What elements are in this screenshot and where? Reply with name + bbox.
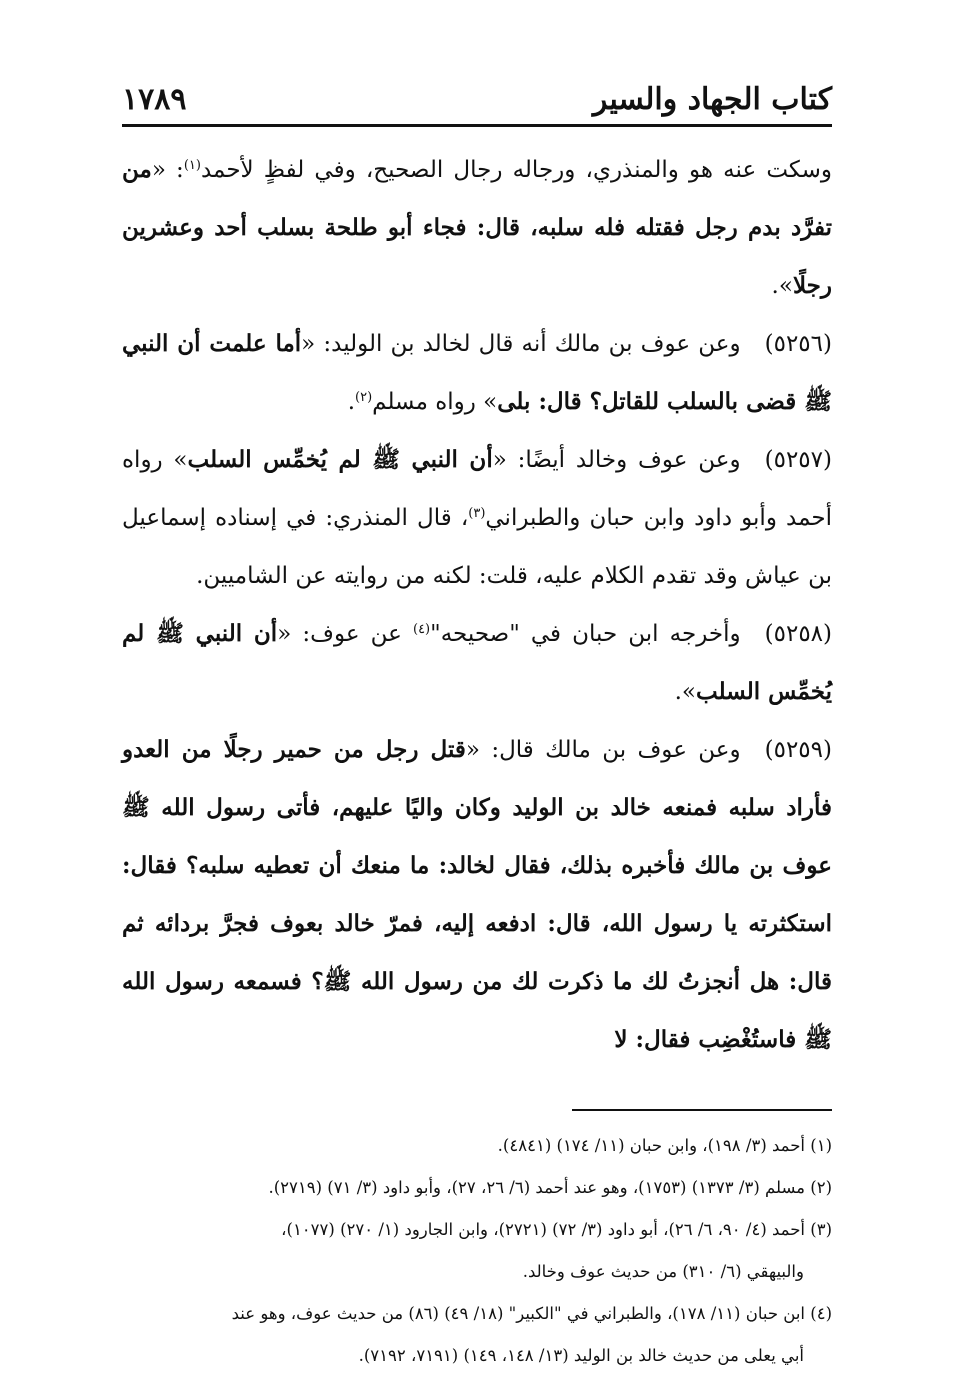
footnote-2: (٢) مسلم (٣/ ١٣٧٣) (١٧٥٣)، وهو عند أحمد (٦/ ٢٦، ٢٧)، وأبو داود (٣/ ٧١) (٢٧١٩). xyxy=(268,1178,832,1197)
header-rule xyxy=(122,124,832,127)
text-span: ». xyxy=(674,679,696,705)
text-span: . xyxy=(347,389,355,415)
text-span: وعن عوف وخالد أيضًا: « xyxy=(492,447,741,473)
hadith-quote: أن النبي ﷺ لم يُخمِّس السلب xyxy=(122,620,832,705)
text-span: » رواه أحمد وأبو داود وابن حبان والطبراني xyxy=(122,447,832,531)
text-span: وعن عوف بن مالك أنه قال لخالد بن الوليد: « xyxy=(301,331,741,357)
intro-paragraph xyxy=(122,141,832,315)
hadith-5259 xyxy=(122,721,832,1069)
text-span: » رواه مسلم xyxy=(372,389,498,415)
footnote-1: (١) أحمد (٣/ ١٩٨)، وابن حبان (١١/ ١٧٤) (٤٨٤١). xyxy=(497,1136,832,1155)
text-span: وسكت عنه هو والمنذري، ورجاله رجال الصحيح، وفي لفظٍ لأحمد xyxy=(200,157,832,183)
hadith-quote: أما علمت أن النبي ﷺ قضى بالسلب للقاتل؟ قال: بلى xyxy=(122,330,832,415)
text-span: ، قال المنذري: في إسناده إسماعيل بن عياش وقد تقدم الكلام عليه، قلت: لكنه من روايته عن الشاميين. xyxy=(122,505,832,589)
text-span: : « xyxy=(151,157,184,183)
page-number: ١٧٨٩ xyxy=(122,82,187,117)
hadith-quote: قتل رجل من حمير رجلًا من العدو فأراد سلبه فمنعه خالد بن الوليد وكان واليًا عليهم، فأتى رسول الله ﷺ عوف بن مالك فأخبره بذلك، فقال لخالد: ما منعك أن تعطيه سلبه؟ فقال: استكثرته يا رسول الله، قال: ادفعه إليه، فمرّ خالد بعوف فجرَّ بردائه ثم قال: هل أنجزتُ لك ما ذكرت لك من رسول الله ﷺ؟ فسمعه رسول الله ﷺ فاستُغْضِب فقال: لا xyxy=(122,736,832,1053)
text-span: ». xyxy=(771,273,793,299)
footnote-3: (٣) أحمد (٤/ ٩٠، ٦/ ٢٦)، أبو داود (٣/ ٧٢) (٢٧٢١)، وابن الجارود (١/ ٢٧٠) (١٠٧٧)، xyxy=(281,1220,832,1239)
main-text xyxy=(122,141,832,1069)
footnote-ref[interactable]: (٤) xyxy=(412,622,431,637)
text-span: وعن عوف بن مالك قال: « xyxy=(465,737,741,763)
hadith-5258 xyxy=(122,605,832,721)
hadith-number: (٥٢٥٩) xyxy=(764,737,832,763)
footnotes xyxy=(122,1125,832,1377)
hadith-number: (٥٢٥٨) xyxy=(764,621,833,647)
hadith-number: (٥٢٥٧) xyxy=(764,447,832,473)
footnote-ref[interactable]: (٣) xyxy=(468,506,486,521)
footnote-4-continued: أبي يعلى من حديث خالد بن الوليد (١٣/ ١٤٨، ١٤٩) (٧١٩١، ٧١٩٢). xyxy=(358,1346,804,1365)
footnote-ref[interactable]: (٢) xyxy=(355,390,373,405)
page-header xyxy=(122,78,832,122)
chapter-title: كتاب الجهاد والسير xyxy=(592,82,832,117)
footnote-4: (٤) ابن حبان (١١/ ١٧٨)، والطبراني في "الكبير" (١٨/ ٤٩) (٨٦) من حديث عوف، وهو عند xyxy=(231,1304,832,1323)
hadith-5256 xyxy=(122,315,832,431)
footnote-ref[interactable]: (١) xyxy=(183,158,201,173)
hadith-quote: أن النبي ﷺ لم يُخمِّس السلب xyxy=(187,446,493,473)
footnote-3-continued: والبيهقي (٦/ ٣١٠) من حديث عوف وخالد. xyxy=(522,1262,804,1281)
text-span: عن عوف: « xyxy=(277,621,413,647)
hadith-number: (٥٢٥٦) xyxy=(764,331,832,357)
text-span: وأخرجه ابن حبان في "صحيحه" xyxy=(430,621,741,647)
book-page xyxy=(122,78,832,1377)
hadith-5257 xyxy=(122,431,832,605)
hadith-quote: من تفرَّد بدم رجل فقتله فله سلبه، قال: فجاء أبو طلحة بسلب أحد وعشرين رجلًا xyxy=(122,156,832,299)
footnote-separator xyxy=(572,1109,832,1111)
